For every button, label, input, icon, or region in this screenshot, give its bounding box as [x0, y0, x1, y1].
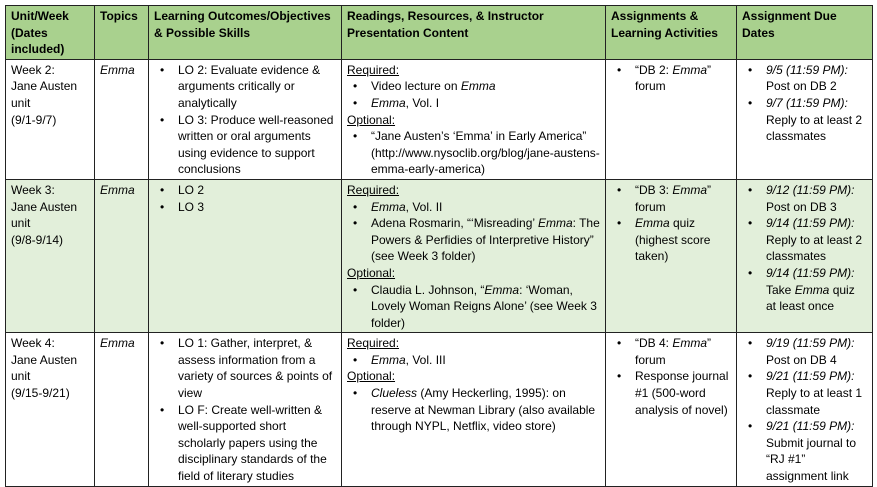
assignments-list	[611, 182, 731, 265]
text-segment: Submit journal to “RJ #1” assignment link	[766, 435, 857, 484]
text-segment: Reply to at least 1 classmate	[766, 386, 863, 417]
reading-item	[347, 282, 600, 332]
required-label: Required:	[347, 336, 400, 351]
assignments-list	[611, 335, 731, 418]
assignments-cell	[606, 179, 737, 332]
assignments-cell	[606, 333, 737, 486]
due-date: 9/21 (11:59 PM):	[766, 419, 855, 434]
italic-title: Emma	[794, 282, 830, 297]
due-date: 9/12 (11:59 PM):	[766, 182, 855, 197]
topic-title: Emma	[100, 336, 135, 351]
topic-title: Emma	[100, 62, 135, 77]
unit-week: Week 3:	[11, 182, 55, 197]
due-item	[742, 335, 867, 368]
assignments-list	[611, 62, 731, 95]
required-list	[347, 199, 600, 265]
optional-label: Optional:	[347, 369, 396, 384]
unit-week: Week 4:	[11, 336, 55, 351]
text-segment: ” forum	[635, 182, 712, 214]
unit-unit: Jane Austen unit	[11, 199, 78, 231]
header-row	[6, 6, 873, 60]
italic-title: Emma	[371, 95, 406, 110]
due-date: 9/5 (11:59 PM):	[766, 62, 848, 77]
reading-item	[347, 199, 600, 216]
italic-title: Emma	[672, 62, 708, 77]
text-segment: Claudia L. Johnson, “	[371, 282, 485, 297]
text-segment: , Vol. III	[405, 352, 446, 367]
due-item	[742, 368, 867, 418]
text-segment: Response journal #1 (500-word analysis of novel)	[635, 369, 729, 417]
topic-cell	[95, 179, 149, 332]
italic-title: Emma	[460, 79, 496, 94]
readings-cell	[342, 333, 606, 486]
italic-title: Emma	[484, 282, 520, 297]
required-list	[347, 352, 600, 369]
italic-title: Emma	[537, 216, 573, 231]
required-label: Required:	[347, 62, 400, 77]
unit-cell	[6, 333, 95, 486]
italic-title: Emma	[672, 336, 708, 351]
assignment-item	[611, 368, 731, 418]
text-segment: Reply to at least 2 classmates	[766, 112, 863, 144]
text-segment: “DB 4:	[635, 336, 673, 351]
table-row	[6, 333, 873, 486]
assignment-item	[611, 182, 731, 215]
outcome-item: • LO 3: Produce well-reasoned written or oral arguments using evidence to support conclusions	[154, 112, 336, 178]
reading-item	[347, 385, 600, 435]
topic-title: Emma	[100, 182, 135, 197]
due-list	[742, 62, 867, 145]
topic-cell	[95, 333, 149, 486]
due-cell	[737, 59, 873, 179]
due-date: 9/14 (11:59 PM):	[766, 216, 855, 231]
text-segment: , Vol. II	[405, 199, 443, 214]
reading-item	[347, 215, 600, 265]
assignment-item	[611, 62, 731, 95]
text-segment: quiz at least once	[766, 282, 855, 314]
header-readings: Readings, Resources, & Instructor Presentation Content	[342, 6, 606, 60]
table-row	[6, 59, 873, 179]
optional-label: Optional:	[347, 265, 396, 280]
unit-unit: Jane Austen unit	[11, 79, 78, 110]
outcome-item: • LO F: Create well-written & well-supported short scholarly papers using the disciplinary standards of the field of literary studies	[154, 402, 336, 485]
assignment-item	[611, 335, 731, 368]
text-segment: Reply to at least 2 classmates	[766, 232, 863, 264]
text-segment: Post on DB 4	[766, 352, 837, 367]
optional-list	[347, 282, 600, 332]
italic-title: Emma	[371, 352, 406, 367]
outcomes-list	[154, 182, 336, 215]
text-segment: Take	[766, 282, 795, 297]
assignment-item	[611, 215, 731, 265]
text-segment: Post on DB 3	[766, 199, 837, 214]
unit-week: Week 2:	[11, 62, 55, 77]
text-segment: : The Powers & Perfidies of Interpretive History” (see Week 3 folder)	[371, 216, 600, 264]
optional-list	[347, 385, 600, 435]
text-segment: “DB 3:	[635, 182, 673, 197]
unit-cell	[6, 179, 95, 332]
assignments-cell	[606, 59, 737, 179]
text-segment: Video lecture on	[371, 79, 461, 94]
text-segment: “DB 2:	[635, 62, 673, 77]
required-label: Required:	[347, 182, 400, 197]
unit-unit: Jane Austen unit	[11, 352, 78, 384]
italic-title: Emma	[635, 216, 670, 231]
text-segment: Adena Rosmarin, “‘Misreading’	[371, 216, 538, 231]
outcome-item: • LO 2: Evaluate evidence & arguments critically or analytically	[154, 62, 336, 112]
unit-dates: (9/1-9/7)	[11, 112, 57, 127]
reading-item	[347, 128, 600, 178]
text-segment: quiz (highest score taken)	[635, 216, 711, 264]
unit-dates: (9/15-9/21)	[11, 386, 70, 401]
outcomes-cell	[149, 333, 342, 486]
optional-label: Optional:	[347, 112, 396, 127]
header-assignments: Assignments & Learning Activities	[606, 6, 737, 60]
due-item	[742, 95, 867, 145]
unit-cell	[6, 59, 95, 179]
due-item	[742, 215, 867, 265]
header-unit-week: Unit/Week (Dates included)	[6, 6, 95, 60]
text-segment: Post on DB 2	[766, 79, 837, 94]
italic-title: Clueless	[371, 386, 418, 401]
italic-title: Emma	[371, 199, 406, 214]
due-cell	[737, 179, 873, 332]
outcomes-list	[154, 335, 336, 484]
table-row	[6, 179, 873, 332]
due-date: 9/21 (11:59 PM):	[766, 369, 855, 384]
text-segment: (Amy Heckerling, 1995): on reserve at Newman Library (also available through NYPL, Netflix, video store)	[371, 386, 596, 434]
due-item	[742, 62, 867, 95]
unit-dates: (9/8-9/14)	[11, 232, 64, 247]
header-outcomes: Learning Outcomes/Objectives & Possible Skills	[149, 6, 342, 60]
due-list	[742, 182, 867, 315]
due-item	[742, 182, 867, 215]
reading-item	[347, 95, 600, 112]
readings-cell	[342, 59, 606, 179]
syllabus-table	[5, 5, 873, 487]
due-list	[742, 335, 867, 484]
due-date: 9/7 (11:59 PM):	[766, 95, 848, 110]
required-list	[347, 78, 600, 111]
text-segment: ” forum	[635, 336, 712, 367]
due-item	[742, 265, 867, 315]
outcome-item: • LO 3	[154, 199, 336, 216]
text-segment: : ‘Woman, Lovely Woman Reigns Alone’ (see Week 3 folder)	[371, 282, 597, 330]
outcome-item: • LO 1: Gather, interpret, & assess information from a variety of sources & points of view	[154, 335, 336, 401]
optional-list	[347, 128, 600, 178]
header-due-dates: Assignment Due Dates	[737, 6, 873, 60]
outcomes-list	[154, 62, 336, 178]
due-date: 9/19 (11:59 PM):	[766, 336, 855, 351]
header-topics: Topics	[95, 6, 149, 60]
topic-cell	[95, 59, 149, 179]
outcomes-cell	[149, 59, 342, 179]
text-segment: ” forum	[635, 62, 712, 94]
reading-item	[347, 352, 600, 369]
due-item	[742, 418, 867, 484]
text-segment: , Vol. I	[405, 95, 440, 110]
readings-cell	[342, 179, 606, 332]
outcome-item: • LO 2	[154, 182, 336, 199]
italic-title: Emma	[672, 182, 708, 197]
outcomes-cell	[149, 179, 342, 332]
reading-item	[347, 78, 600, 95]
text-segment: “Jane Austen’s ‘Emma’ in Early America” (http://www.nysoclib.org/blog/jane-austens-emma-early-america)	[371, 129, 600, 177]
due-date: 9/14 (11:59 PM):	[766, 265, 855, 280]
due-cell	[737, 333, 873, 486]
